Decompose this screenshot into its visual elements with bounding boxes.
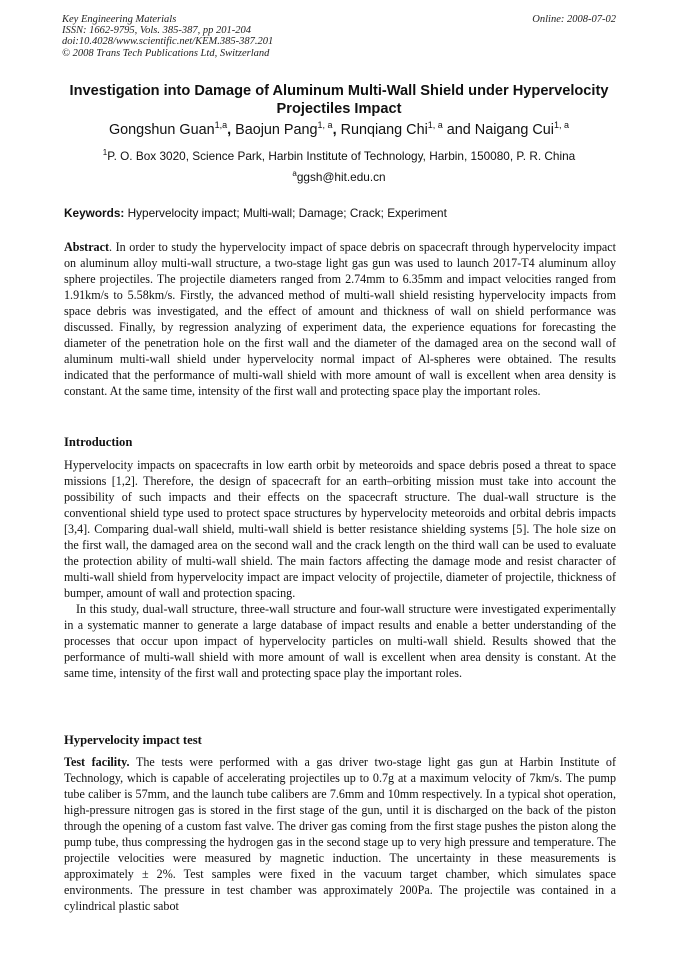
author-list	[62, 121, 616, 139]
introduction-paragraph: In this study, dual-wall structure, three-wall structure and four-wall structure were investigated experimentally in a systematic manner to generate a large database of impact results and enable a better understanding of the processes that occur upon impact of hypervelocity particles on multi-wall shield. Results showed that the performance of multi-wall shield with more amount of wall is excellent when area density is constant. At the same time, intensity of the first wall and protecting space play the important roles.	[64, 602, 616, 680]
paper-title: Investigation into Damage of Aluminum Multi-Wall Shield under Hypervelocity Projectiles Impact	[69, 83, 609, 117]
author-separator: ,	[227, 122, 236, 138]
abstract-text: . In order to study the hypervelocity impact of space debris on spacecraft through hypervelocity impact on aluminum alloy multi-wall structure, a two-stage light gas gun was used to launch 2017-T4 aluminum alloy sphere projectiles. The projectile diameters ranged from 2.74mm to 6.35mm and impact velocities ranged from 1.91km/s to 5.58km/s. Firstly, the advanced method of multi-wall shield resisting hypervelocity impacts from space debris was investigated, and the effect of amount and thickness of wall on shield performance was discussed. Finally, by regression analyzing of experiment data, the experience equations for forecasting the diameter of the penetration hole on the first wall and the diameter of the damaged area on the second wall of aluminum multi-wall shield under hypervelocity normal impact of Al-spheres were obtained. The results indicated that the performance of multi-wall shield with more amount of wall is excellent when area density is constant. At the same time, intensity of the first wall and protecting space play the important roles.	[64, 240, 616, 398]
introduction-paragraph: Hypervelocity impacts on spacecrafts in low earth orbit by meteoroids and space debris posed a threat to space missions [1,2]. Therefore, the design of spacecraft for an earth–orbiting mission must take into account the possibility of such impacts and their effects on the spacecraft structure. The dual-wall structure is the conventional shield type used to protect space structures by hypervelocity meteoroids and orbital debris impacts [3,4]. Comparing dual-wall shield, multi-wall shield is better resistance shielding systems [5]. The hole size on the first wall, the damaged area on the second wall and the crack length on the third wall can be used to evaluate the protection ability of multi-wall shield. The main factors affecting the damage mode and resist character of multi-wall shield from hypervelocity impact are impact velocity of projectile, diameter of projectile, thickness of bumper, amount of wall and protection spacing.	[64, 458, 616, 600]
author-affiliation-mark: 1, a	[317, 120, 333, 130]
introduction-heading: Introduction	[64, 435, 133, 449]
affiliation	[62, 149, 616, 164]
journal-header	[62, 14, 616, 59]
email	[62, 170, 616, 185]
introduction-section	[64, 457, 616, 681]
online-date: Online: 2008-07-02	[532, 14, 616, 25]
test-facility-text: The tests were performed with a gas driver two-stage light gas gun at Harbin Institute of Technology, which is capable of accelerating projectiles up to 0.7g at a maximum velocity of 7km/s. The pump tube caliber is 57mm, and the launch tube calibers are 7.6mm and 10mm respectively. In a typical shot operation, high-pressure nitrogen gas is stored in the first stage of the gun, until it is discharged on the back of the piston through the opening of a custom fast valve. The driver gas coming from the first stage pushes the piston along the pump tube, thus compressing the hydrogen gas in the second stage up to very high pressure and temperature. The projectile velocities were measured by magnetic induction. The uncertainty in these measurements is approximately ± 2%. Test samples were fixed in the vacuum target chamber, which simulates space environments. The pressure in test chamber was approximately 200Pa. The projectile was contained in a cylindrical plastic sabot	[64, 755, 616, 913]
author-name: Gongshun Guan	[108, 122, 215, 138]
journal-name: Key Engineering Materials	[62, 14, 177, 25]
email-mark: a	[292, 169, 297, 178]
abstract-label: Abstract	[64, 240, 110, 254]
author-separator: ,	[332, 122, 341, 138]
author-affiliation-mark: 1,a	[214, 120, 228, 130]
doi-line: doi:10.4028/www.scientific.net/KEM.385-387.201	[62, 36, 274, 48]
author-name: Baojun Pang	[235, 122, 318, 138]
test-facility-label: Test facility.	[64, 755, 130, 769]
keywords	[64, 206, 616, 221]
author-name: Naigang Cui	[474, 122, 554, 138]
impact-test-section	[64, 754, 616, 914]
affiliation-text: P. O. Box 3020, Science Park, Harbin Institute of Technology, Harbin, 150080, P. R. China	[107, 149, 576, 163]
copyright-line: © 2008 Trans Tech Publications Ltd, Switzerland	[62, 47, 270, 59]
email-address: ggsh@hit.edu.cn	[296, 170, 386, 184]
impact-test-heading: Hypervelocity impact test	[64, 733, 202, 747]
issn-line: ISSN: 1662-9795, Vols. 385-387, pp 201-204	[62, 25, 251, 37]
abstract-section	[64, 239, 616, 399]
author-affiliation-mark: 1, a	[554, 120, 570, 130]
keywords-text: Hypervelocity impact; Multi-wall; Damage; Crack; Experiment	[124, 206, 447, 220]
affiliation-mark: 1	[102, 148, 108, 157]
keywords-label: Keywords:	[64, 206, 125, 220]
author-separator: and	[442, 122, 475, 138]
author-name: Runqiang Chi	[340, 122, 428, 138]
author-affiliation-mark: 1, a	[427, 120, 443, 130]
